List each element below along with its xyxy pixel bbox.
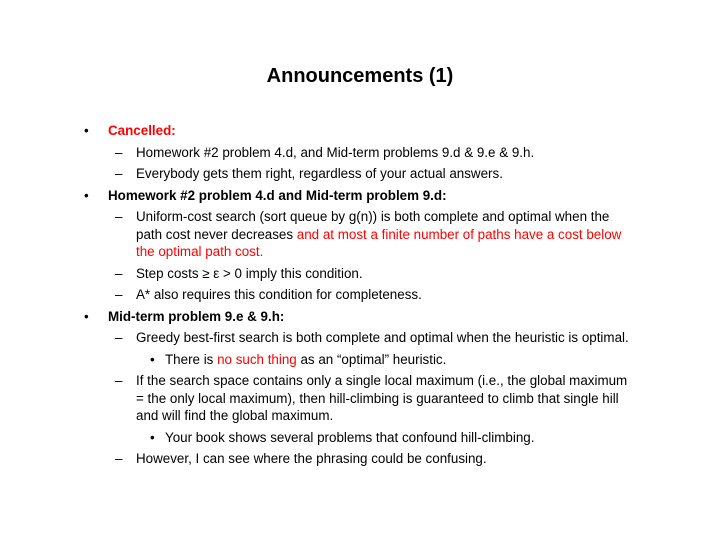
item-text: There is xyxy=(165,351,218,367)
list-item xyxy=(0,265,720,283)
item-text: Your book shows several problems that confound hill-climbing. xyxy=(165,429,535,445)
item-text: as an “optimal” heuristic. xyxy=(296,351,447,367)
bullet-icon: • xyxy=(150,351,155,367)
item-text-highlight: no such thing xyxy=(217,351,297,367)
dash-icon: – xyxy=(115,330,123,345)
dash-icon: – xyxy=(115,287,123,302)
item-text: Greedy best-first search is both complete and optimal when the heuristic is optimal. xyxy=(136,330,629,345)
item-text: If the search space contains only a single local maximum (i.e., the global maximum = the only local maximum), then hill-climbing is guaranteed to climb that single hill and will find the global maximum. xyxy=(136,373,628,423)
list-item-midterm xyxy=(0,308,720,326)
item-text: A* also requires this condition for completeness. xyxy=(136,287,422,302)
dash-icon: – xyxy=(115,166,123,181)
dash-icon: – xyxy=(115,265,123,281)
list-item xyxy=(0,351,720,369)
item-text: However, I can see where the phrasing could be confusing. xyxy=(136,451,487,466)
list-item xyxy=(0,208,720,261)
page-title: Announcements (1) xyxy=(266,65,454,87)
bullet-list xyxy=(0,118,720,468)
list-item xyxy=(0,372,720,425)
list-item xyxy=(0,429,720,447)
list-item-cancelled xyxy=(0,122,720,140)
item-text-highlight: and at most a finite number of paths have a cost below the optimal path cost. xyxy=(136,226,622,259)
bullet-icon: • xyxy=(150,429,155,445)
item-text: Step costs ≥ ε > 0 imply this condition. xyxy=(136,265,363,281)
section-heading: Mid-term problem 9.e & 9.h: xyxy=(108,308,285,324)
item-text: Uniform-cost search (sort queue by g(n)) is both complete and optimal when the path cost never decreases xyxy=(136,209,610,242)
list-item xyxy=(0,286,720,304)
dash-icon: – xyxy=(115,209,123,224)
dash-icon: – xyxy=(115,451,123,466)
list-item xyxy=(0,329,720,347)
dash-icon: – xyxy=(115,144,123,160)
list-item-homework xyxy=(0,187,720,205)
list-item xyxy=(0,450,720,468)
list-item xyxy=(0,144,720,162)
bullet-icon: • xyxy=(84,308,89,324)
bullet-icon: • xyxy=(84,187,89,203)
section-heading: Cancelled: xyxy=(108,123,176,138)
bullet-icon: • xyxy=(84,123,89,138)
list-item xyxy=(0,165,720,183)
section-heading: Homework #2 problem 4.d and Mid-term problem 9.d: xyxy=(108,187,447,203)
item-text: Everybody gets them right, regardless of your actual answers. xyxy=(136,166,503,181)
item-text: Homework #2 problem 4.d, and Mid-term problems 9.d & 9.e & 9.h. xyxy=(136,144,535,160)
dash-icon: – xyxy=(115,373,123,388)
